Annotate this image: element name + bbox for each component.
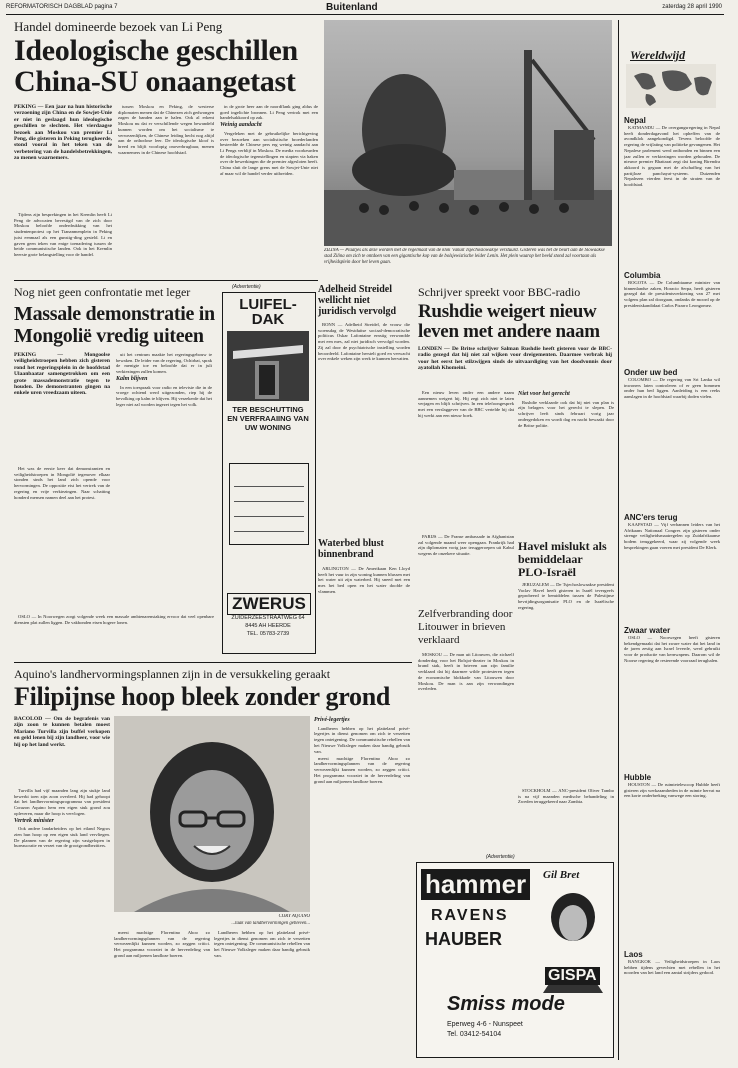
filipijnen-col3: Landheren hebben op het platteland privé-legertjes in dienst genomen om zich te verzetten tegen onteigening. De communistische rebellen van het Nieuwe Volksleger maken daar handig gebruik van.	[214, 930, 310, 958]
rushdie-headline-2: leven met andere naam	[418, 321, 600, 342]
divider-mongolie	[14, 280, 318, 281]
china-subhead: Weinig aandacht	[220, 122, 262, 129]
ad-luifel-company: ZWERUS	[227, 593, 311, 615]
ad-luifel-phone: TEL. 05783-2739	[246, 631, 290, 637]
mongolie-subhead: Kalm blijven	[116, 375, 148, 382]
wereldwijd-title: Wereldwijd	[630, 48, 686, 62]
streidel-text: BONN — Adelheid Streidel, de vrouw die woensdag de Westduitse sociaal-democratische politicus Oskar Lafontaine ernstig verwondde met een mes, zal niet juridisch vervolgd worden. Zij zal door de psychiatrische instelling worden beoordeeld. Lafontaine herstelt goed en verwacht over enkele weken zijn werk te kunnen hervatten.	[318, 322, 410, 362]
filipijnen-subhead: Vertrek minister	[14, 817, 54, 824]
wereld-item-hubble-text: HOUSTON — De ruimtetelescoop Hubble heeft gisteren zijn werkzaamheden in de ruimte hervat na een korte onderbreking vanwege een storing.	[624, 782, 720, 799]
wereld-item-columbia-text: BOGOTA — De Columbiaanse minister van binnenlandse zaken, Horacio Serpa, heeft gisteren gezegd dat de presidentsverkiezing van 27 mei volgens plan zal doorgaan, ondanks de moord op de presidentskandidaat Carlos Pizarro Leongomez.	[624, 280, 720, 308]
mongolie-headline-2: Mongolië vredig uiteen	[14, 325, 204, 347]
ad-label-luifel: (Advertentie)	[232, 284, 261, 290]
streidel-headline: Adelheid Streidel wellicht niet juridisch vervolgd	[318, 284, 397, 317]
wereldwijd-list	[624, 116, 720, 1056]
china-col1: Tijdens zijn besprekingen in het Kremlin heeft Li Peng de advocaten bevestigd van de zich door Moskou beloofde onderdrukking van het studentenprotest op het Tiananmenplein in Peking juist eenmaal als een gunstig-ding gesteld. Li en gaven geen teken van enige toenadering tussen de beide communistische landen. Ook in het Kremlin heerste grote belangstelling voor de handel.	[14, 212, 112, 257]
filipijnen-subhead2: Privé-legertjes	[314, 717, 350, 723]
waterbed-headline: Waterbed blust binnenbrand	[318, 538, 384, 560]
china-headline-2: China-SU onaangetast	[14, 65, 296, 98]
ad-luifel-subtitle: TER BESCHUTTING EN VERFRAAIING VAN UW WONING	[227, 405, 309, 432]
wereld-item-onder-bed-text: COLOMBO — De regering van Sri Lanka wil inwoners laten controleren of er geen bommen onder hun bed liggen. Aanleiding is een reeks aanslagen in de hoofdstad waarbij doden vielen.	[624, 377, 720, 400]
world-map-icon	[626, 64, 716, 108]
filipijnen-headline: Filipijnse hoop bleek zonder grond	[14, 682, 391, 711]
ad-hammer-brand2: RAVENS	[431, 907, 509, 924]
wereld-item-zwaar-water	[624, 626, 720, 765]
header-date: zaterdag 28 april 1990	[662, 4, 722, 10]
ad-hammer-gispa: GISPA	[545, 967, 600, 985]
china-kicker: Handel domineerde bezoek van Li Peng	[14, 19, 223, 34]
ad-luifel-photo	[227, 331, 309, 401]
ad-luifel-city: 8445 AH HEERDE	[245, 623, 291, 629]
ad-luifel-form	[229, 463, 309, 545]
mongolie-col2: uit het centrum maakte het regeringsgebouw te bewaken. De leider van de regering, Ochirbat, sprak de menigte toe en beloofde dat er in juli verkiezingen zullen komen. Kalm blijven In een toespraak voor radio en televisie die in de vroege ochtend werd uitgezonden, riep hij de bevolking op kalm te blijven. Hij verzekerde dat het leger niet zal worden ingezet tegen het volk.	[116, 352, 212, 407]
ad-luifel-title: LUIFEL-DAK	[239, 296, 297, 328]
rushdie-headline-1: Rushdie weigert nieuw	[418, 301, 597, 322]
waterbed-text: ARLINGTON — De Amerikaan Ken Lloyd heeft het vuur in zijn woning kunnen blussen met het water uit zijn waterbed. Hij sneed met een mes het bed open en het water doofde de vlammen.	[318, 566, 410, 594]
lenin-statue-photo	[324, 20, 612, 246]
filipijnen-lead: BACOLOD — Om de begrafenis van zijn zoon te kunnen betalen moest Mariano Turvilla zijn buffel verkopen en geld lenen bij zijn landheer, voor wie hij op het land werkt.	[14, 716, 110, 748]
wereld-item-hubble	[624, 773, 720, 942]
china-col2: tussen Moskou en Peking, de westerse diplomaten menen dat de Chinezen zich gedwongen zagen de banden aan te halen. Ook al erkent Moskou nu dat er verschillende wegen bewandeld kunnen worden om het socialisme te verwezenlijken, de Chinese leiding hecht nog altijd aan de orthodoxe leer. De ideologische kloof is breed en blijft voorlopig onoverbrugbaar, menen waarnemers in de Chinese hoofdstad.	[118, 104, 214, 155]
filipijnen-kicker: Aquino's landhervormingsplannen zijn in de versukkeling geraakt	[14, 667, 331, 681]
aquino-photo	[114, 716, 310, 912]
mongolie-kicker: Nog niet geen confrontatie met leger	[14, 285, 191, 299]
havel-headline: Havel mislukt als bemiddelaar PLO-Israël	[518, 539, 607, 579]
filipijnen-col2: meest machtige Florentino Aboo zo landhervormingsplannen van de regering verwezenlijkt kunnen worden, zo zeggen critici. Het programma voorziet in de herverdeling van grond aan miljoenen landloze boeren.	[114, 930, 210, 958]
stockholm-brief: STOCKHOLM — ANC-president Oliver Tambo is na vijf maanden medische behandeling in Zweden teruggekeerd naar Zambia.	[518, 788, 614, 805]
wereld-item-columbia-title: Columbia	[624, 271, 661, 280]
ad-label-hammer: (Advertentie)	[486, 854, 515, 860]
wereld-item-laos	[624, 950, 720, 1019]
mongolie-col1: Het was de eerste keer dat demonstranten en veiligheidstroepen in Mongolië tegenover elkaar stonden sinds het land zich opende voor hervormingen. De oppositie eist het vertrek van de regering en vrije verkiezingen. Naar schatting honderd mensen namen deel aan het protest.	[14, 466, 110, 500]
rushdie-kicker: Schrijver spreekt voor BBC-radio	[418, 285, 581, 299]
parijs-brief: PARIJS — De Franse ambassade in Afghanistan zal volgende maand weer opengaan. Frankrijk had zijn diplomaten vorig jaar teruggeroepen uit Kabul wegens de onzekere situatie.	[418, 534, 514, 557]
ad-luifel-address: ZUIDERZEESTRAATWEG 64	[231, 615, 305, 621]
wereld-item-hubble-title: Hubble	[624, 773, 652, 782]
rushdie-col1: Een nieuw leven onder een andere naam aannemen weigert hij. Hij zegt zich niet te laten verjagen en blijft schrijven. In een telefoongesprek met een verslaggever van de BBC vertelde hij dat hij werkt aan een nieuw boek.	[418, 390, 514, 418]
aquino-caption-top: CORY AQUINO	[278, 914, 310, 919]
wereld-item-nepal	[624, 116, 720, 261]
ad-luifel	[222, 292, 316, 654]
mongolie-headline-1: Massale demonstratie in	[14, 303, 215, 325]
wereld-item-laos-text: BANGKOK — Veiligheidstroepen in Laos hebben tijdens gevechten met rebellen in het noorden van het land een aantal strijders gedood.	[624, 959, 720, 976]
header-paper: REFORMATORISCH DAGBLAD pagina 7	[6, 4, 118, 10]
wereld-item-anc-text: KAAPSTAD — Vijf verbannen leiders van het Afrikaans Nationaal Congres zijn gisteren onder strenge veiligheidsmaatregelen op Zuidafrikaanse bodem teruggekeerd, waar zij volgende week besprekingen gaan voeren met president De Klerk.	[624, 522, 720, 550]
china-headline-1: Ideologische geschillen	[14, 34, 298, 67]
oslo-brief: OSLO — In Noorwegen zorgt volgende week een massale ambtenarenstaking ervoor dat veel openbare diensten plat zullen liggen. De vakbonden eisen hogere lonen.	[14, 614, 214, 625]
header-section: Buitenland	[326, 2, 378, 13]
wereld-item-nepal-text: KATMANDU — De overgangsregering in Nepal heeft donderdagavond het opheffen van de avondklok aangekondigd. Tevens beloofde de regering de vrijlating van politieke gevangenen. Het Nepalese parlement werd ontbonden en binnen een jaar zullen er verkiezingen worden gehouden. De nieuwe premier Bhattarai zegt dat koning Birendra akkoord is gegaan met de afschaffing van het partijloze panchayat-systeem. Duizenden Nepalezen vierden feest in de straten van de hoofdstad.	[624, 125, 720, 188]
wereld-item-columbia	[624, 271, 720, 360]
filipijnen-col4: Privé-legertjes Landheren hebben op het platteland privé-legertjes in dienst genomen om zich te verzetten tegen onteigening. De communistische rebellen van het Nieuwe Volksleger maken daar handig gebruik van. meest machtige Florentino Aboo zo landhervormingsplannen van de regering verwezenlijkt kunnen worden, zo zeggen critici. Het programma voorziet in de herverdeling van grond aan miljoenen landloze boeren.	[314, 717, 410, 784]
wereld-item-laos-title: Laos	[624, 950, 643, 959]
ad-hammer-store: Smiss mode	[447, 993, 565, 1015]
ad-hammer-gil: Gil Bret	[543, 869, 580, 881]
rushdie-subhead: Niet voor het gerecht	[518, 391, 570, 397]
filipijnen-col1: Turvilla had vijf maanden lang zijn stukje land bewerkt toen zijn zoon overleed. Hij had gehoopt dat het landhervormingsprogramma van president Corazon Aquino hem een eigen stuk grond zou opleveren, maar die hoop is vervlogen. Vertrek minister Ook andere landarbeiders op het eiland Negros zien hun hoop op een eigen stuk land vervliegen. De plannen van de regering zijn vastgelopen in bureaucratie en verzet van de grootgrondbezitters.	[14, 788, 110, 849]
ad-hammer	[416, 862, 614, 1058]
ad-hammer-brand1: hammer	[421, 869, 530, 900]
divider-filipijnen	[14, 662, 412, 663]
mongolie-lead: PEKING — Mongoolse veiligheidstroepen hebben zich gisteren rond het regeringsplein in de hoofdstad Ulaanbaatar samengetrokken om een grote massademonstratie tegen te houden. De demonstranten gingen na enkele uren vreedzaam uiteen.	[14, 352, 110, 397]
wereld-item-anc	[624, 513, 720, 618]
ad-hammer-brand3: HAUBER	[425, 929, 503, 949]
wereld-item-nepal-title: Nepal	[624, 116, 646, 125]
litouwen-headline: Zelfverbranding door Litouwer in brieven verklaard	[418, 608, 513, 646]
havel-text: JERUZALEM — De Tsjechoslowaakse president Vaclav Havel heeft gisteren in Israël tevergeefs geprobeerd te bemiddelen tussen de Palestijnse bevrijdingsorganisatie PLO en de Israëlische regering.	[518, 582, 614, 610]
header-rule	[6, 14, 724, 15]
wereld-item-anc-title: ANC'ers terug	[624, 513, 678, 522]
ad-hammer-phone: Tel. 03412-54104	[447, 1031, 502, 1038]
wereld-item-zwaar-water-title: Zwaar water	[624, 626, 671, 635]
wereld-item-zwaar-water-text: OSLO — Noorwegen heeft gisteren bekendgemaakt dat het zware water dat het land in de jaren zestig aan Israel leverde, werd gebruikt voor de productie van kernwapens. Daarom wil de Noorse regering de resterende voorraad terughalen.	[624, 635, 720, 663]
aquino-caption-bottom: ...taak van landhervormingen gebleven...	[231, 921, 310, 926]
wereld-item-onder-bed	[624, 368, 720, 505]
litouwen-text: MOSKOU — De man uit Litouwen, die zichzelf donderdag voor het Bolsjoi-theater in Moskou in brand stak, heeft in brieven aan zijn familie verklaard dat hij daarmee wilde protesteren tegen de economische blokkade van Litouwen door Moskou. De man is aan zijn verwondingen overleden.	[418, 652, 514, 692]
wereld-item-onder-bed-title: Onder uw bed	[624, 368, 678, 377]
rushdie-lead: LONDEN — De Britse schrijver Salman Rushdie heeft gisteren voor de BBC-radio gezegd dat hij niet zal wijken voor dreigementen. Daarmee verbrak hij voor het eerst het stilzwijgen sinds de uitvaardiging van het doodvonnis door ayatollah Khomeini.	[418, 346, 612, 372]
china-col3: in de grote heer aan de noordflank ging aldus de goed ingelichte bronnen. Li Peng vertrok met een handelsakkoord op zak. Weinig aandacht Vergeleken met de gebruikelijke berichtgeving over bezoeken aan socialistische broederlanden besteedde de Chinese pers erg weinig aandacht aan Li Pengs verblijf in Moskou. De media voorkeurden de ideologische tegenstellingen en stapten via haken over de bewerkingen die de premier afgesloten heeft. China sluit de lange grens met de Sowjet-Unie niet af maar wil de handel verder uitbreiden.	[220, 104, 318, 176]
lenin-photo-caption: ZILINA — Plaatjes als deze worden met de regelmaat van de klok 'vanuit Tsjechoslowakije verstuurd. Gisteren was het de beurt aan de Slowaakse stad Zilina om zich te ontdoen van een gigantische kop van de bolsjewistische leider Lenin. Het plein waarop het beeld stond zal voortaan als vrijheidsplein door het leven gaan.	[324, 248, 605, 265]
ad-hammer-address: Eperweg 4-6 - Nunspeet	[447, 1021, 523, 1028]
china-lead: PEKING — Een jaar na hun historische verzoening zijn China en de Sowjet-Unie er niet in geslaagd hun ideologische geschillen te slechten. Het vierdaagse bezoek aan Moskou van premier Li Peng, die gisteren in Peking terugkeerde, stond vooral in het teken van de verbetering van de handelsbetrekkingen, zo menen waarnemers.	[14, 104, 112, 162]
rushdie-col2: Niet voor het gerecht Rushdie verklaarde ook dat hij niet van plan is zijn belagers voor het gerecht te slepen. De schrijver leeft sinds februari vorig jaar ondergedoken en wordt dag en nacht bewaakt door de Britse politie.	[518, 391, 614, 428]
